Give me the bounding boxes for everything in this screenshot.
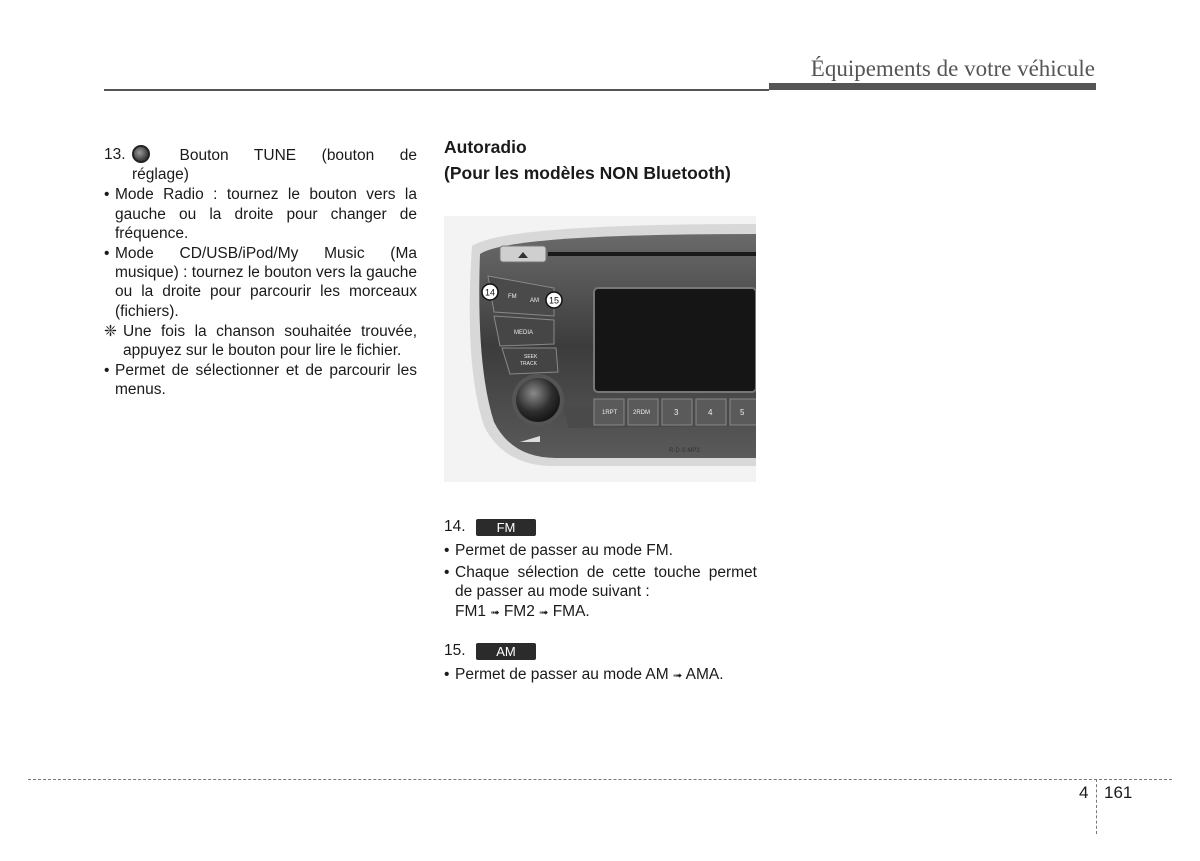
item-14-heading — [444, 518, 536, 536]
media-button-label: MEDIA — [514, 330, 534, 336]
fm-button-label: FM — [508, 294, 517, 300]
bullet-mark: • — [444, 542, 450, 559]
fm-key-badge: FM — [476, 519, 536, 536]
arrow-icon: ➟ — [539, 606, 549, 619]
bullet-mark: • — [104, 186, 110, 204]
preset-4-label: 4 — [708, 408, 713, 417]
item-13-number: 13. — [104, 146, 126, 163]
bullet-mark: • — [104, 362, 110, 380]
bullet-text: Permet de sélectionner et de parcourir les menus. — [115, 362, 417, 399]
bullet-text: Permet de passer au mode AM — [455, 666, 669, 683]
preset-2-label: 2RDM — [633, 410, 651, 416]
mode-fma: FMA. — [552, 602, 590, 620]
item-15-number: 15. — [444, 642, 466, 659]
am-button-label: AM — [530, 298, 539, 304]
item-15-heading — [444, 642, 536, 660]
callout-14: 14 — [484, 287, 496, 298]
bullet-text: Mode Radio : tournez le bouton vers la gauche ou la droite pour changer de fréquence. — [115, 186, 417, 242]
note-item — [104, 322, 417, 360]
bullet-mark: • — [104, 245, 110, 263]
preset-1-label: 1RPT — [602, 410, 618, 416]
arrow-icon: ➟ — [672, 670, 683, 682]
bullet-mark: • — [444, 564, 450, 582]
item-13 — [104, 145, 417, 165]
list-item — [104, 361, 417, 399]
header-rule-thin — [104, 89, 769, 91]
note-text: Une fois la chanson souhaitée trouvée, appuyez sur le bouton pour lire le fichier. — [123, 322, 417, 360]
chapter-number: 4 — [1079, 783, 1089, 802]
mode-fm2: FM2 — [503, 602, 535, 620]
bullet-text: Mode CD/USB/iPod/My Music (Ma musique) : tournez le bouton vers la gauche ou la droite pour parcourir les morceaux (fichiers). — [115, 245, 417, 320]
list-item — [104, 244, 417, 321]
item-13-text: Bouton TUNE (bouton de — [179, 147, 417, 164]
bullet-mark: • — [444, 666, 450, 683]
mode-ama: AMA. — [685, 666, 724, 683]
arrow-icon: ➟ — [490, 606, 500, 619]
list-item — [444, 541, 757, 560]
section-title: Autoradio — [444, 137, 527, 157]
page-header-title: Équipements de votre véhicule — [810, 56, 1095, 81]
tune-knob-icon — [132, 145, 150, 163]
item-13-continuation: réglage) — [132, 166, 189, 184]
footer-rule — [28, 779, 1172, 780]
car-radio-image — [444, 216, 756, 482]
page-number: 161 — [1104, 783, 1133, 802]
list-item — [444, 563, 757, 623]
left-column — [104, 145, 417, 400]
preset-5-label: 5 — [740, 408, 745, 417]
bullet-text: Chaque sélection de cette touche permet de passer au mode suivant : — [455, 564, 757, 601]
list-item — [104, 185, 417, 243]
am-key-badge: AM — [476, 643, 536, 660]
seek-button-label: SEEK — [524, 354, 538, 360]
middle-column-heading — [444, 137, 757, 184]
item-15-body — [444, 664, 757, 686]
footer-divider — [1096, 779, 1097, 834]
bullet-text: Permet de passer au mode FM. — [455, 542, 673, 559]
section-subtitle: (Pour les modèles NON Bluetooth) — [444, 163, 731, 183]
list-item — [444, 665, 757, 686]
callout-15: 15 — [548, 295, 560, 306]
rds-mp3-logo: R·D·S MP3 — [669, 448, 700, 454]
note-mark: ❈ — [104, 322, 117, 340]
preset-3-label: 3 — [674, 408, 679, 417]
item-14-number: 14. — [444, 518, 466, 535]
item-14-body — [444, 540, 757, 623]
mode-fm1: FM1 — [455, 602, 486, 620]
track-button-label: TRACK — [520, 361, 537, 367]
header-rule-thick — [769, 83, 1096, 90]
